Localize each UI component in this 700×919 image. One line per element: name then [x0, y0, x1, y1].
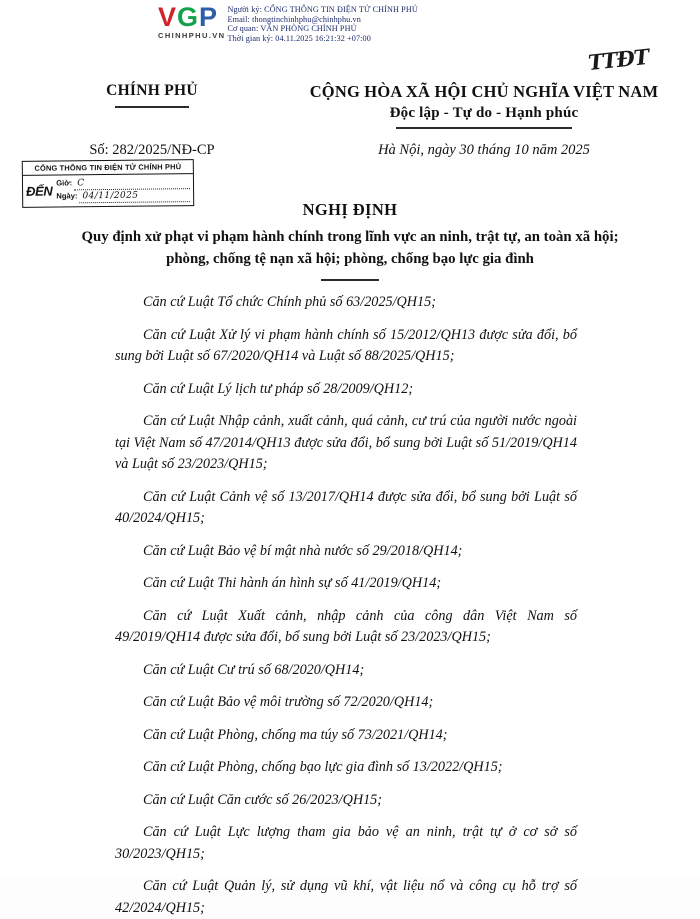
legal-basis-paragraph: Căn cứ Luật Phòng, chống ma túy số 73/2021/QH14; [143, 726, 448, 743]
vgp-logo [158, 3, 226, 40]
number-and-date-row [0, 142, 700, 159]
stamp-title: CỔNG THÔNG TIN ĐIỆN TỬ CHÍNH PHỦ [23, 160, 193, 176]
legal-basis-paragraph: Căn cứ Luật Lực lượng tham gia bảo vệ an ninh, trật tự ở cơ sở số 30/2023/QH15; [115, 824, 577, 862]
motto-underline [396, 127, 572, 129]
vgp-logo-domain: CHINHPHU.VN [158, 31, 226, 40]
document-subject: Quy định xử phạt vi phạm hành chính trong lĩnh vực an ninh, trật tự, an toàn xã hội; phòng, chống tệ nạn xã hội; phòng, chống bạo lực gia đình [81, 229, 619, 267]
header-left-column [0, 82, 290, 129]
signature-email: Email: thongtinchinhphu@chinhphu.vn [227, 14, 361, 24]
national-motto: Độc lập - Tự do - Hạnh phúc [389, 105, 579, 121]
signature-signer: Người ký: CỔNG THÔNG TIN ĐIỆN TỬ CHÍNH PHỦ [227, 5, 418, 14]
document-type: NGHỊ ĐỊNH [302, 200, 398, 219]
country-name: CỘNG HÒA XÃ HỘI CHỦ NGHĨA VIỆT NAM [309, 82, 659, 101]
legal-basis-paragraph: Căn cứ Luật Bảo vệ bí mật nhà nước số 29/2018/QH14; [143, 542, 463, 559]
vgp-logo-letters [158, 3, 218, 31]
document-title-block [0, 200, 700, 281]
stamp-date-value: 04/11/2025 [79, 190, 190, 203]
vgp-letter-p: P [199, 2, 219, 32]
document-body [115, 292, 577, 919]
legal-basis-paragraph: Căn cứ Luật Nhập cảnh, xuất cảnh, quá cảnh, cư trú của người nước ngoài tại Việt Nam số 47/2014/QH13 được sửa đổi, bổ sung bởi Luật số 51/2019/QH14 và Luật số 23/2023/QH15; [115, 413, 577, 472]
organization-underline [115, 106, 189, 108]
digital-signature-block [158, 3, 418, 43]
place-and-date: Hà Nội, ngày 30 tháng 10 năm 2025 [378, 142, 590, 158]
legal-basis-paragraph: Căn cứ Luật Lý lịch tư pháp số 28/2009/QH12; [143, 380, 414, 397]
document-number: Số: 282/2025/NĐ-CP [89, 142, 215, 158]
stamp-hour-label: Giờ: [56, 178, 73, 188]
legal-basis-paragraph: Căn cứ Luật Cảnh vệ số 13/2017/QH14 được sửa đổi, bổ sung bởi Luật số 40/2024/QH15; [115, 488, 577, 526]
stamp-hour-row [56, 176, 190, 190]
legal-basis-paragraph: Căn cứ Luật Quản lý, sử dụng vũ khí, vật liệu nổ và công cụ hỗ trợ số 42/2024/QH15; [115, 878, 577, 916]
vgp-letter-v: V [158, 2, 178, 32]
legal-basis-paragraph: Căn cứ Luật Căn cước số 26/2023/QH15; [143, 791, 383, 808]
vgp-letter-g: G [177, 2, 200, 32]
legal-basis-paragraph: Căn cứ Luật Thi hành án hình sự số 41/2019/QH14; [143, 575, 442, 591]
title-underline [321, 279, 379, 281]
document-header [0, 82, 700, 129]
legal-basis-paragraph: Căn cứ Luật Xuất cảnh, nhập cảnh của công dân Việt Nam số 49/2019/QH14 được sửa đổi, bổ sung bởi Luật số 23/2023/QH15; [115, 607, 577, 645]
signature-timestamp: Thời gian ký: 04.11.2025 16:21:32 +07:00 [227, 33, 371, 43]
legal-basis-paragraph: Căn cứ Luật Tổ chức Chính phủ số 63/2025/QH15; [143, 294, 436, 310]
legal-basis-paragraph: Căn cứ Luật Bảo vệ môi trường số 72/2020/QH14; [143, 694, 434, 710]
stamp-den-label: ĐẾN [25, 183, 53, 199]
signature-organization: Cơ quan: VĂN PHÒNG CHÍNH PHỦ [227, 24, 357, 34]
stamp-hour-value: C [74, 177, 190, 190]
legal-basis-paragraph: Căn cứ Luật Xử lý vi phạm hành chính số 15/2012/QH13 được sửa đổi, bổ sung bởi Luật số 67/2020/QH14 và Luật số 88/2025/QH15; [115, 326, 577, 364]
legal-basis-paragraph: Căn cứ Luật Cư trú số 68/2020/QH14; [143, 661, 365, 678]
stamp-date-label: Ngày: [56, 191, 78, 201]
header-right-column [290, 82, 700, 129]
legal-basis-paragraph: Căn cứ Luật Phòng, chống bạo lực gia đình số 13/2022/QH15; [143, 759, 503, 775]
issuing-organization: CHÍNH PHỦ [106, 82, 198, 99]
signature-details [228, 5, 418, 43]
handwritten-annotation: TTĐT [586, 43, 650, 76]
